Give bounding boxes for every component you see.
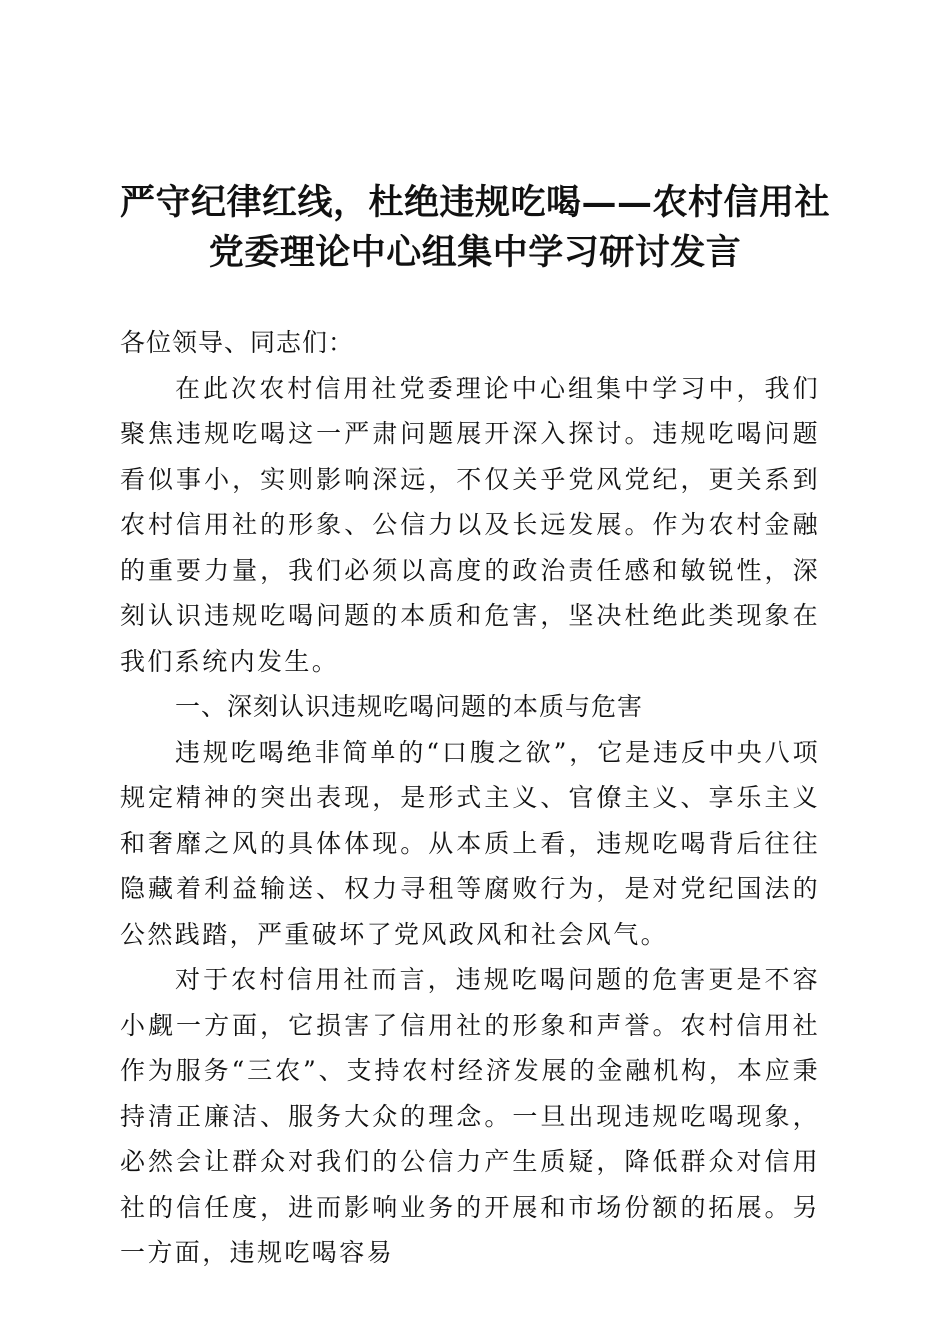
title-line-1: 严守纪律红线，杜绝违规吃喝——农村信用社 (119, 182, 830, 223)
section-heading-1: 一、深刻认识违规吃喝问题的本质与危害 (175, 692, 644, 721)
section-1-paragraph-2: 对于农村信用社而言，违规吃喝问题的危害更是不容小觑一方面，它损害了信用社的形象和声誉。农村信用社作为服务“三农”、支持农村经济发展的金融机构，本应秉持清正廉洁、服务大众的理念。一旦出现违规吃喝现象，必然会让群众对我们的公信力产生质疑，降低群众对信用社的信任度，进而影响业务的开展和市场份额的拓展。另一方面，违规吃喝容易 (120, 965, 820, 1267)
intro-paragraph: 在此次农村信用社党委理论中心组集中学习中，我们聚焦违规吃喝这一严肃问题展开深入探讨。违规吃喝问题看似事小，实则影响深远，不仅关乎党风党纪，更关系到农村信用社的形象、公信力以及长远发展。作为农村金融的重要力量，我们必须以高度的政治责任感和敏锐性，深刻认识违规吃喝问题的本质和危害，坚决杜绝此类现象在我们系统内发生。 (120, 373, 820, 676)
document-body (120, 320, 820, 1276)
title-line-2: 党委理论中心组集中学习研讨发言 (208, 232, 742, 273)
section-1-paragraph-1: 违规吃喝绝非简单的“口腹之欲”，它是违反中央八项规定精神的突出表现，是形式主义、官僚主义、享乐主义和奢靡之风的具体体现。从本质上看，违规吃喝背后往往隐藏着利益输送、权力寻租等腐败行为，是对党纪国法的公然践踏，严重破坏了党风政风和社会风气。 (120, 737, 820, 949)
document-title (100, 178, 850, 278)
salutation: 各位领导、同志们： (120, 328, 355, 357)
